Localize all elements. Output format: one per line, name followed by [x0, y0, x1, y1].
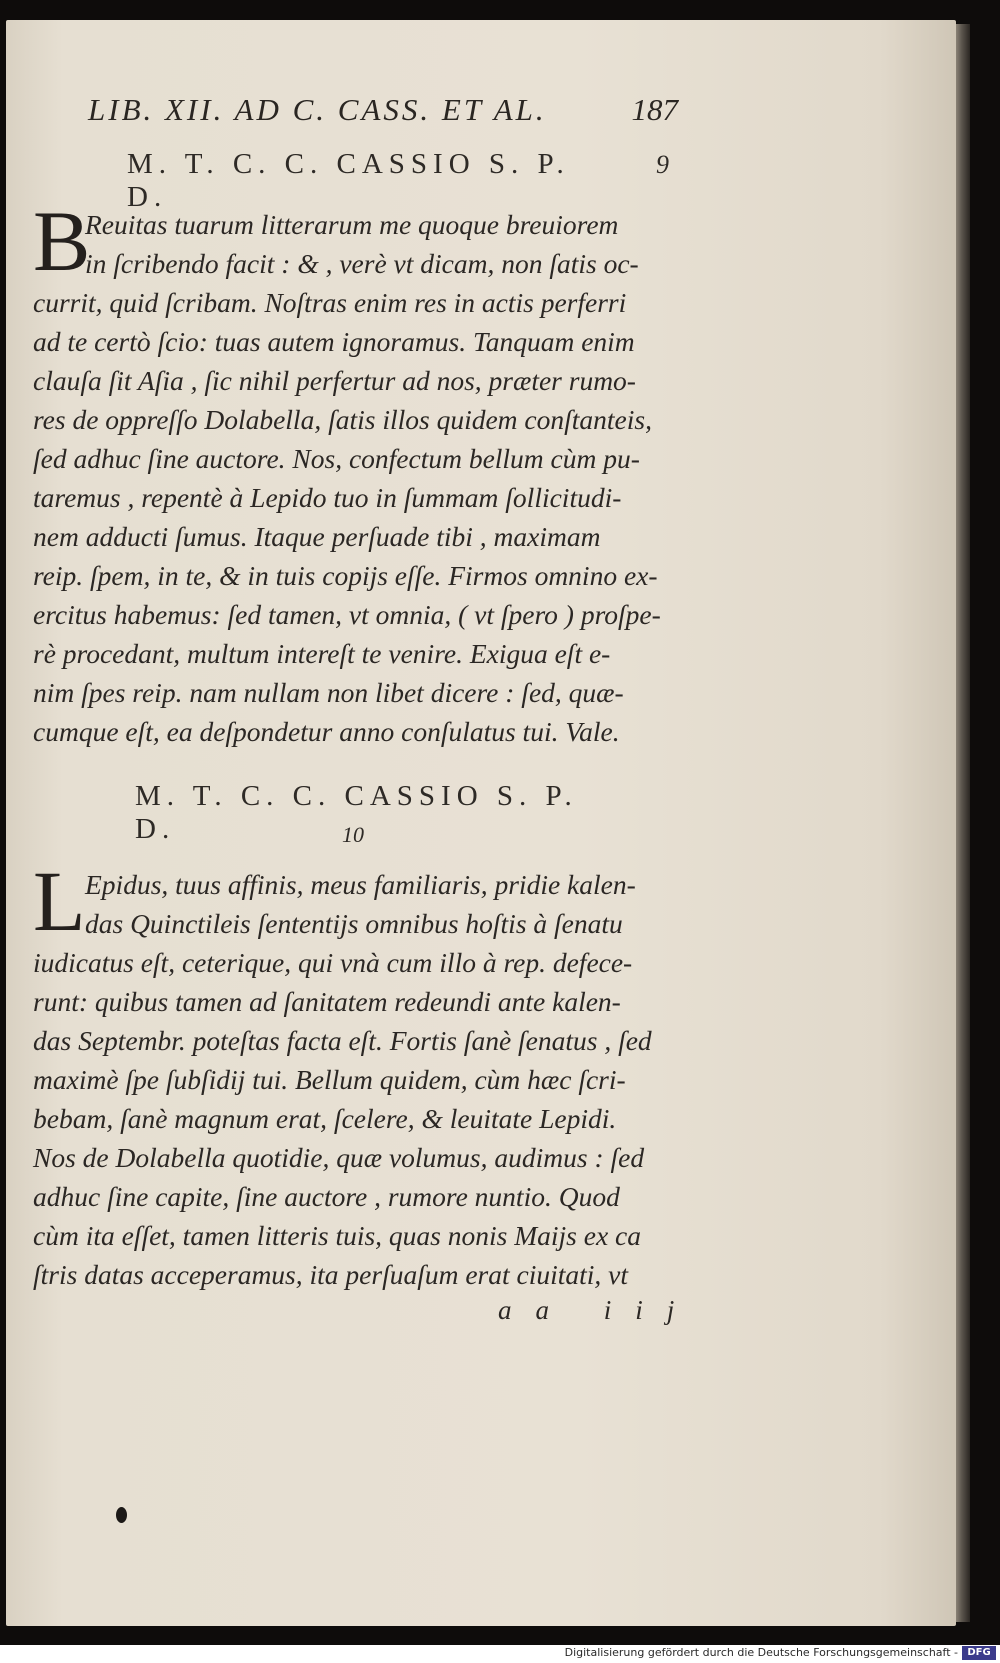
text-line: taremus , repentè à Lepido tuo in ſummam ſollicitudi-: [33, 482, 622, 513]
text-line: clauſa ſit Aſia , ſic nihil perfertur ad nos, præter rumo-: [33, 365, 636, 396]
text-line: das Quinctileis ſententijs omnibus hoſtis à ſenatu: [85, 908, 623, 939]
text-line: Reuitas tuarum litterarum me quoque breuiorem: [85, 209, 619, 240]
text-line: bebam, ſanè magnum erat, ſcelere, & leuitate Lepidi.: [33, 1103, 617, 1134]
letter-heading: M. T. C. C. CASSIO S. P. D.: [135, 780, 578, 845]
text-line: rè procedant, multum intereſt te venire. Exigua eſt e-: [33, 638, 611, 669]
text-line: nem adducti ſumus. Itaque perſuade tibi , maximam: [33, 521, 601, 552]
text-line: das Septembr. poteſtas facta eſt. Fortis ſanè ſenatus , ſed: [33, 1025, 652, 1056]
drop-cap: B: [33, 193, 91, 289]
running-head-title: LIB. XII. AD C. CASS. ET AL.: [88, 92, 547, 127]
signature-mark: aa iij: [498, 1295, 699, 1325]
text-line: nim ſpes reip. nam nullam non libet dicere : ſed, quæ-: [33, 677, 624, 708]
text-line: ercitus habemus: ſed tamen, vt omnia, ( vt ſpero ) proſpe-: [33, 599, 661, 630]
funding-credit: Digitalisierung gefördert durch die Deutsche Forschungsgemeinschaft -: [564, 1646, 958, 1659]
text-line: Epidus, tuus affinis, meus familiaris, pridie kalen-: [85, 869, 636, 900]
text-line: reip. ſpem, in te, & in tuis copijs eſſe. Firmos omnino ex-: [33, 560, 658, 591]
text-line: cumque eſt, ea deſpondetur anno conſulatus tui. Vale.: [33, 716, 620, 747]
text-line: maximè ſpe ſubſidij tui. Bellum quidem, cùm hæc ſcri-: [33, 1064, 626, 1095]
page-number: 187: [631, 92, 678, 127]
text-line: currit, quid ſcribam. Noſtras enim res in actis perferri: [33, 287, 627, 318]
text-line: Nos de Dolabella quotidie, quæ volumus, audimus : ſed: [33, 1142, 645, 1173]
text-line: ſtris datas acceperamus, ita perſuaſum erat ciuitati, vt: [33, 1259, 629, 1290]
footer-bar: [0, 1645, 1000, 1663]
text-line: iudicatus eſt, ceterique, qui vnà cum illo à rep. defece-: [33, 947, 633, 978]
page-edge: [956, 24, 970, 1622]
letter-number: 9: [656, 150, 669, 179]
letter-heading: M. T. C. C. CASSIO S. P. D.: [127, 148, 570, 213]
dfg-logo-icon: DFG: [962, 1646, 996, 1660]
text-line: runt: quibus tamen ad ſanitatem redeundi ante kalen-: [33, 986, 621, 1017]
text-line: ſed adhuc ſine auctore. Nos, confectum bellum cùm pu-: [33, 443, 640, 474]
letter-body: [33, 193, 683, 751]
ink-blot: [116, 1507, 127, 1523]
running-head: [88, 92, 678, 132]
text-line: in ſcribendo facit : & , verè vt dicam, non ſatis oc-: [85, 248, 639, 279]
drop-cap: L: [33, 853, 86, 949]
text-line: cùm ita eſſet, tamen litteris tuis, quas nonis Maijs ex ca: [33, 1220, 641, 1251]
letter-number: 10: [342, 822, 364, 847]
text-line: adhuc ſine capite, ſine auctore , rumore nuntio. Quod: [33, 1181, 620, 1212]
text-line: res de oppreſſo Dolabella, ſatis illos quidem conſtanteis,: [33, 404, 652, 435]
text-line: ad te certò ſcio: tuas autem ignoramus. Tanquam enim: [33, 326, 635, 357]
letter-body: [33, 853, 683, 1294]
